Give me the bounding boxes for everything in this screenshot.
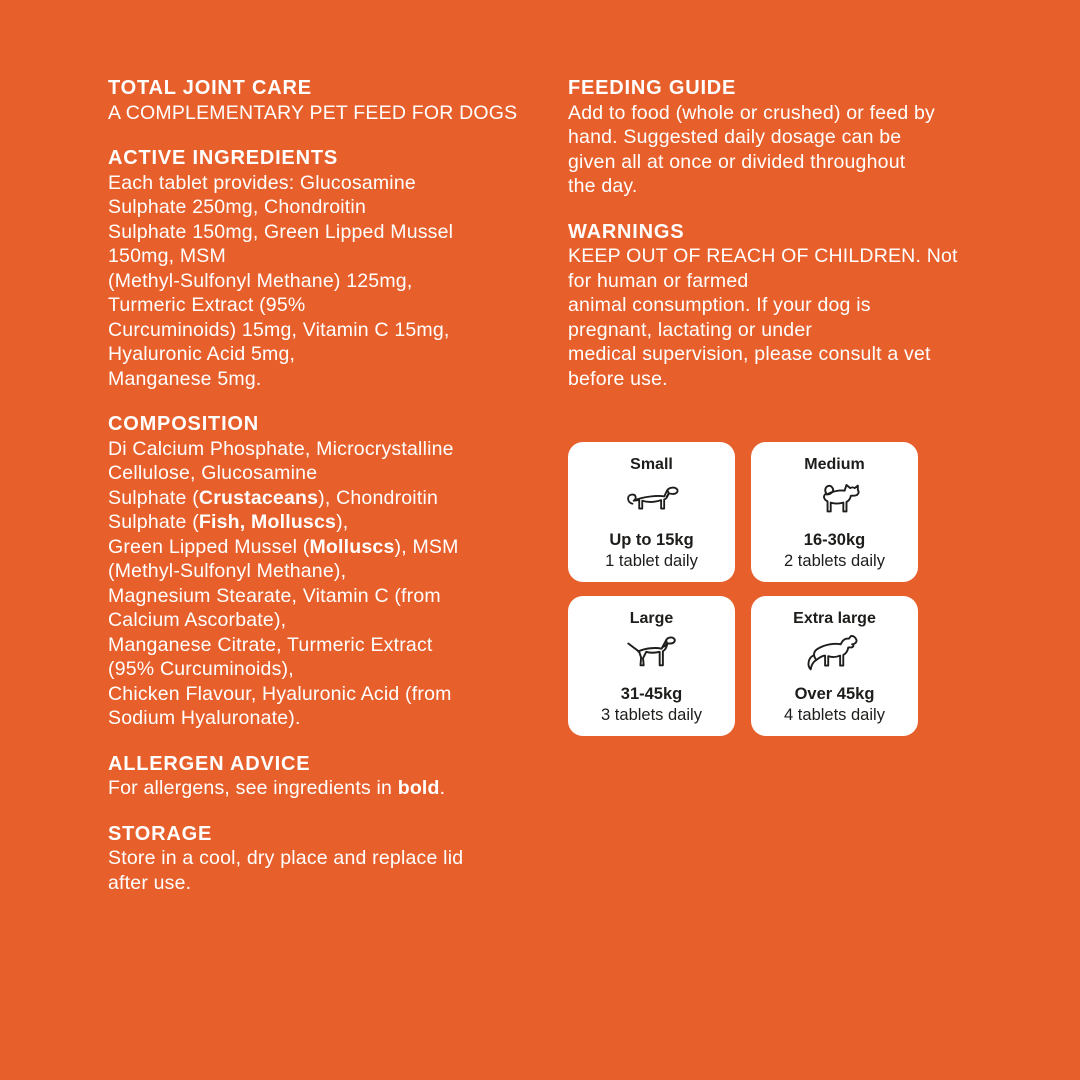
section-heading: FEEDING GUIDE (568, 77, 737, 99)
mountain-dog-icon (804, 628, 865, 684)
right-column (568, 76, 1008, 412)
section-heading: STORAGE (108, 822, 213, 845)
card-dose-label: 3 tablets daily (601, 706, 702, 724)
card-weight-label: 31-45kg (620, 685, 683, 703)
section-storage (108, 822, 553, 896)
dosage-card-small (568, 442, 735, 582)
left-column (108, 76, 553, 916)
section-body: Add to food (whole or crushed) or feed by hand. Suggested daily dosage can be given all at once or divided throughout the day. (568, 101, 935, 197)
product-subtitle: A COMPLEMENTARY PET FEED FOR DOGS (108, 101, 518, 124)
pointer-dog-icon (623, 628, 681, 684)
section-total-joint-care (108, 76, 553, 125)
section-heading: ACTIVE INGREDIENTS (108, 147, 338, 169)
section-composition (108, 412, 553, 731)
card-dose-label: 1 tablet daily (605, 552, 698, 570)
section-heading: WARNINGS (568, 220, 685, 243)
spitz-dog-icon (808, 474, 861, 530)
card-size-label: Medium (804, 456, 865, 473)
dachshund-icon (624, 474, 680, 530)
section-allergen-advice (108, 752, 553, 801)
section-active-ingredients (108, 146, 553, 391)
dosage-card-extra-large (751, 596, 918, 736)
card-size-label: Large (629, 610, 674, 627)
section-body: For allergens, see ingredients in bold. (108, 777, 446, 799)
card-weight-label: Up to 15kg (609, 531, 694, 549)
dosage-card-large (568, 596, 735, 736)
card-size-label: Small (630, 456, 673, 473)
section-body: Di Calcium Phosphate, Microcrystalline Cellulose, Glucosamine Sulphate (Crustaceans), Chondroitin Sulphate (Fish, Molluscs), Green Lipped Mussel (Molluscs), MSM (Methyl-Sulfonyl Methane), Magnesium Stearate, Vitamin C (from Calcium Ascorbate), Manganese Citrate, Turmeric Extract (95% Curcuminoids), Chicken Flavour, Hyaluronic Acid (from Sodium Hyaluronate). (108, 437, 459, 729)
dosage-card-medium (751, 442, 918, 582)
section-feeding-guide (568, 76, 1008, 199)
card-dose-label: 4 tablets daily (784, 706, 885, 724)
card-dose-label: 2 tablets daily (784, 552, 885, 570)
section-warnings (568, 220, 1008, 392)
card-size-label: Extra large (793, 610, 876, 627)
card-weight-label: Over 45kg (794, 685, 875, 703)
section-body: Each tablet provides: Glucosamine Sulphate 250mg, Chondroitin Sulphate 150mg, Green Lipped Mussel 150mg, MSM (Methyl-Sulfonyl Methane) 125mg, Turmeric Extract (95% Curcuminoids) 15mg, Vitamin C 15mg, Hyaluronic Acid 5mg, Manganese 5mg. (108, 171, 454, 390)
card-weight-label: 16-30kg (803, 531, 866, 549)
section-body: Store in a cool, dry place and replace lid after use. (108, 847, 464, 894)
section-heading: COMPOSITION (108, 413, 260, 435)
section-body: KEEP OUT OF REACH OF CHILDREN. Not for human or farmed animal consumption. If your dog is pregnant, lactating or under medical supervision, please consult a vet before use. (568, 245, 958, 390)
section-heading: ALLERGEN ADVICE (108, 752, 311, 775)
product-title: TOTAL JOINT CARE (108, 77, 312, 99)
